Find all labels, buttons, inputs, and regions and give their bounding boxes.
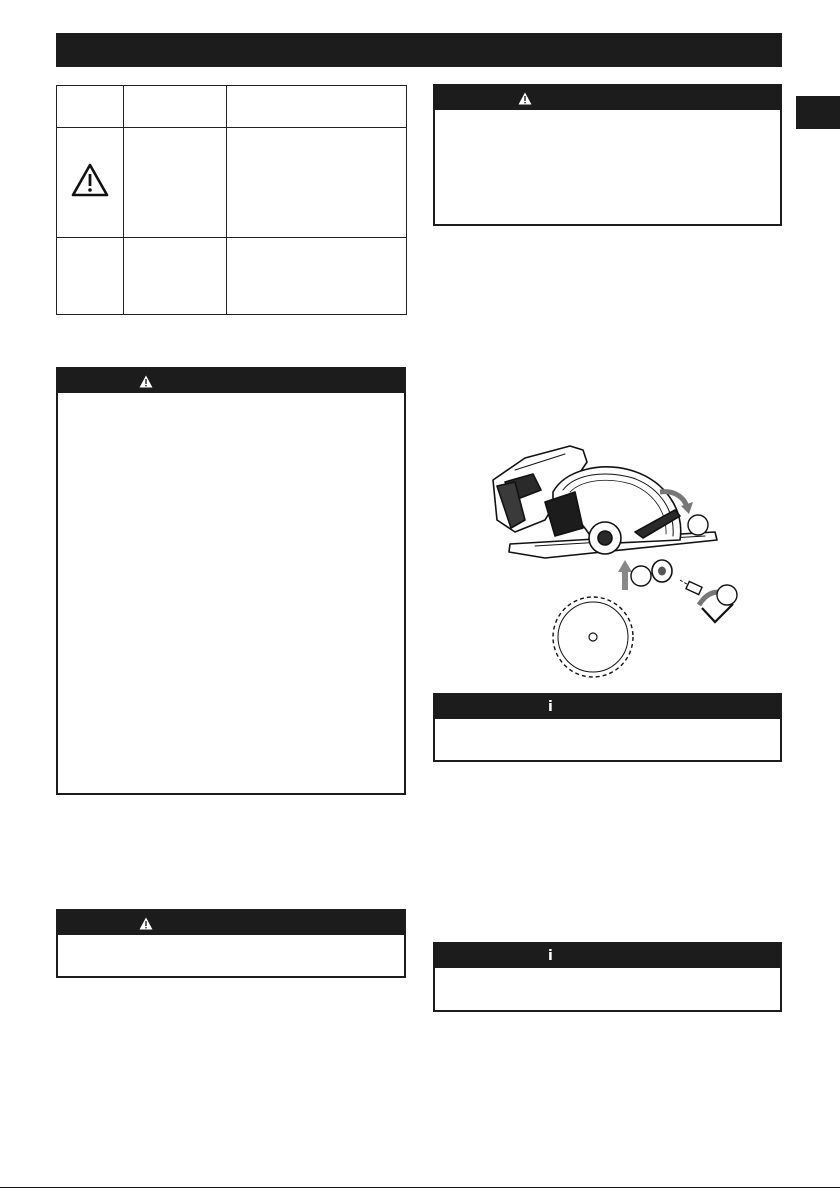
warning-triangle-icon [70,162,110,198]
note-header [435,944,780,968]
warning-icon [518,92,532,105]
warning-icon [139,375,153,388]
info-icon: i [548,699,553,715]
table-cell [57,128,124,238]
warning-box [433,84,782,226]
table-cell [124,86,227,128]
table-cell [227,86,407,128]
note-box [433,693,782,762]
table-cell [227,128,407,238]
table-cell [57,238,124,315]
table-cell [57,86,124,128]
table-row [57,128,407,238]
table-row [57,238,407,315]
info-icon: i [548,948,553,964]
table-row [57,86,407,128]
note-header [435,695,780,719]
warning-header [58,911,404,935]
language-tab [796,96,840,129]
table-cell [124,238,227,315]
warning-box-small [56,909,406,978]
page-bottom-rule [0,1187,840,1188]
warning-header [435,86,780,110]
symbol-table [56,85,407,315]
warning-box-large [56,367,406,795]
section-header-bar [56,33,782,67]
warning-icon [139,917,153,930]
table-cell [227,238,407,315]
blade-installation-illustration [475,440,750,690]
warning-header [58,369,404,393]
note-box [433,942,782,1012]
table-cell [124,128,227,238]
